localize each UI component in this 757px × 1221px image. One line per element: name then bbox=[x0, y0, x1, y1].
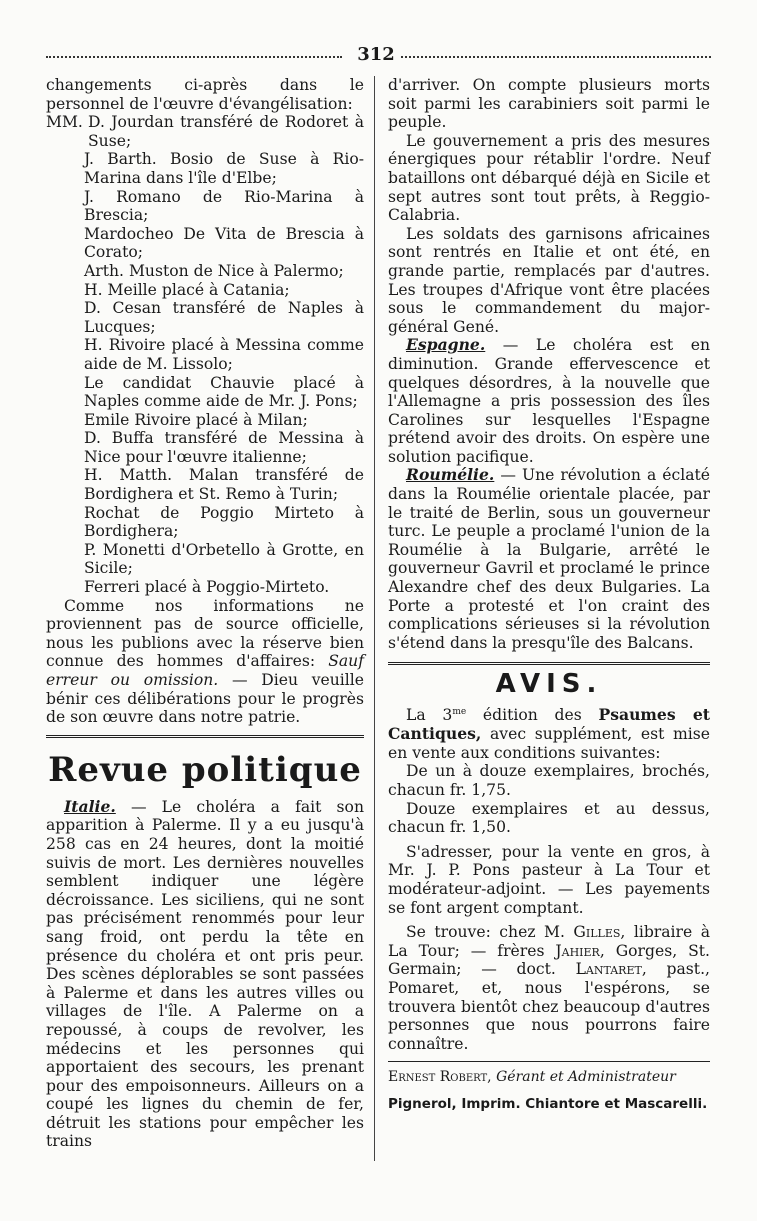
list-item bbox=[46, 429, 364, 466]
seller-name: Lantaret bbox=[575, 960, 642, 979]
book-title: Psaumes et Cantiques, bbox=[388, 705, 710, 744]
edition-suffix: me bbox=[452, 707, 467, 718]
list-item-text: D. Cesan transféré de Naples à Lucques; bbox=[84, 299, 364, 336]
list-item-text: Arth. Muston de Nice à Palermo; bbox=[84, 261, 344, 280]
avis-text: avec supplément, est mise en vente aux conditions suivantes: bbox=[388, 725, 710, 762]
manager-line bbox=[388, 1068, 710, 1087]
list-item bbox=[46, 188, 364, 225]
espagne-paragraph bbox=[388, 336, 710, 466]
avis-title: AVIS. bbox=[495, 669, 603, 700]
list-item bbox=[46, 281, 364, 300]
list-item-text: J. Barth. Bosio de Suse à Rio-Marina dans l'île d'Elbe; bbox=[84, 150, 364, 187]
list-item bbox=[46, 262, 364, 281]
list-item bbox=[46, 299, 364, 336]
header-rule-left bbox=[46, 56, 342, 58]
column-divider bbox=[374, 76, 375, 1161]
edition-number: 3 bbox=[442, 706, 453, 725]
avis-contact: S'adresser, pour la vente en gros, à Mr. J. P. Pons pasteur à La Tour et modérateur-adjoint. — Les payements se font argent comptant. bbox=[388, 842, 710, 917]
left-column bbox=[46, 76, 364, 1151]
continued-paragraph: d'arriver. On compte plusieurs morts soit parmi les carabiniers soit parmi le peuple. bbox=[388, 76, 710, 132]
country-label: Italie. bbox=[64, 796, 116, 816]
avis-paragraph bbox=[388, 703, 710, 762]
section-separator bbox=[46, 735, 364, 738]
closing-text: Comme nos informations ne proviennent pas de source officielle, nous les publions avec la réserve bien connue des hommes d'affaires: bbox=[46, 596, 364, 671]
roumelie-paragraph bbox=[388, 466, 710, 652]
list-item-text: Emile Rivoire placé à Milan; bbox=[84, 410, 308, 429]
right-column bbox=[388, 76, 710, 1113]
manager-name: Ernest Robert, bbox=[388, 1069, 492, 1086]
list-item-text: H. Matth. Malan transféré de Bordighera et St. Remo à Turin; bbox=[84, 466, 364, 504]
avis-price: Douze exemplaires et au dessus, chacun fr. 1,50. bbox=[388, 799, 710, 837]
manager-role: Gérant et Administrateur bbox=[496, 1069, 676, 1086]
espagne-text: — Le choléra est en diminution. Grande effervescence et quelques désordres, à la nouvelle que l'Allemagne a pris possession des îles Carolines sur lesquelles l'Espagne prétend avoir des droits. On espère une solution pacifique. bbox=[388, 336, 710, 466]
italie-text: — Le choléra a fait son apparition à Palerme. Il y a eu jusqu'à 258 cas en 24 heures, dont la moitié suivis de mort. Les dernières nouvelles semblent indiquer une légère décroissance. Les siciliens, qui ne sont pas précisément renommés pour leur sang froid, ont perdu la tête en présence du choléra et ont pris peur. Des scènes déplorables se sont passées à Palerme et dans les autres villes ou villages de l'île. A Palerme on a repoussé, à coups de revolver, les médecins et les personnes qui apportaient des secours, les prenant pour des empoisonneurs. Ailleurs on a coupé les lignes du chemin de fer, détruit les stations pour empêcher les trains bbox=[46, 797, 364, 1151]
list-item-text: P. Monetti d'Orbetello à Grotte, en Sicile; bbox=[84, 540, 364, 578]
list-item-text: H. Rivoire placé à Messina comme aide de M. Lissolo; bbox=[84, 336, 364, 373]
seller-name: Gilles bbox=[573, 923, 621, 942]
avis-separator bbox=[388, 662, 710, 665]
section-title: Revue politique bbox=[48, 749, 362, 790]
avis-text: , past., Pomaret, et, nous l'espérons, se trouvera bientôt chez beaucoup d'autres personnes que nous pourrons faire connaître. bbox=[388, 960, 710, 1053]
list-item-text: H. Meille placé à Catania; bbox=[84, 280, 290, 299]
avis-text: Se trouve: chez M. bbox=[406, 923, 565, 942]
italie-paragraph bbox=[46, 798, 364, 1151]
list-item bbox=[46, 411, 364, 430]
header-rule-right bbox=[401, 56, 711, 58]
closing-italic: Sauf erreur ou omission. bbox=[46, 652, 364, 689]
page-header bbox=[46, 44, 711, 68]
mm-label: MM. bbox=[46, 113, 83, 132]
list-item-text: J. Romano de Rio-Marina à Brescia; bbox=[84, 187, 364, 225]
intro-paragraph: changements ci-après dans le personnel de l'œuvre d'évangélisation: bbox=[46, 76, 364, 113]
list-item bbox=[46, 374, 364, 411]
closing-paragraph bbox=[46, 597, 364, 727]
list-item-text: D. Jourdan transféré de Rodoret à Suse; bbox=[88, 113, 364, 150]
country-label: Roumélie. bbox=[406, 465, 495, 485]
list-item-text: Rochat de Poggio Mirteto à Bordighera; bbox=[84, 503, 364, 541]
list-item-text: Le candidat Chauvie placé à Naples comme aide de Mr. J. Pons; bbox=[84, 373, 364, 411]
list-item-text: Mardocheo De Vita de Brescia à Corato; bbox=[84, 224, 364, 262]
list-item bbox=[46, 466, 364, 503]
list-item-text: Ferreri placé à Poggio-Mirteto. bbox=[84, 578, 330, 597]
printer-line: Pignerol, Imprim. Chiantore et Mascarelli. bbox=[388, 1095, 708, 1112]
list-item bbox=[46, 541, 364, 578]
list-item bbox=[46, 150, 364, 187]
seller-name: Jahier bbox=[555, 941, 600, 960]
paragraph: Le gouvernement a pris des mesures énergiques pour rétablir l'ordre. Neuf bataillons ont débarqué déjà en Sicile et sept autres sont tout prêts, à Reggio-Calabria. bbox=[388, 131, 710, 225]
footer-rule bbox=[388, 1061, 710, 1062]
closing-text-end: — Dieu veuille bénir ces délibérations pour le progrès de son œuvre dans notre patrie. bbox=[46, 671, 365, 727]
list-item bbox=[46, 113, 364, 150]
country-label: Espagne. bbox=[406, 335, 486, 355]
list-item bbox=[46, 504, 364, 541]
paragraph: Les soldats des garnisons africaines sont rentrés en Italie et ont été, en grande partie, remplacés par d'autres. Les troupes d'Afrique vont être placées sous le commandement du major-général Gené. bbox=[388, 224, 710, 336]
avis-text: La bbox=[406, 706, 426, 725]
avis-text: , libraire à La Tour; — frères bbox=[388, 923, 710, 960]
avis-text: , Gorges, St. Germain; — doct. bbox=[388, 941, 710, 979]
personnel-list bbox=[46, 113, 364, 596]
avis-text: édition des bbox=[482, 706, 582, 725]
list-item bbox=[46, 336, 364, 373]
avis-price: De un à douze exemplaires, brochés, chacun fr. 1,75. bbox=[388, 762, 710, 799]
avis-locations bbox=[388, 923, 710, 1053]
roumelie-text: — Une révolution a éclaté dans la Roumélie orientale placée, par le traité de Berlin, sous un gouverneur turc. Le peuple a proclamé l'union de la Roumélie à la Bulgarie, arrêté le gouverneur Gavril et proclamé le prince Alexandre chef des deux Bulgaries. La Porte a protesté et l'on craint des complications sérieuses si la révolution s'étend dans la presqu'île des Balcans. bbox=[388, 466, 710, 652]
list-item bbox=[46, 578, 364, 597]
list-item-text: D. Buffa transféré de Messina à Nice pour l'œuvre italienne; bbox=[84, 429, 364, 466]
list-item bbox=[46, 225, 364, 262]
page-number: 312 bbox=[357, 44, 395, 65]
